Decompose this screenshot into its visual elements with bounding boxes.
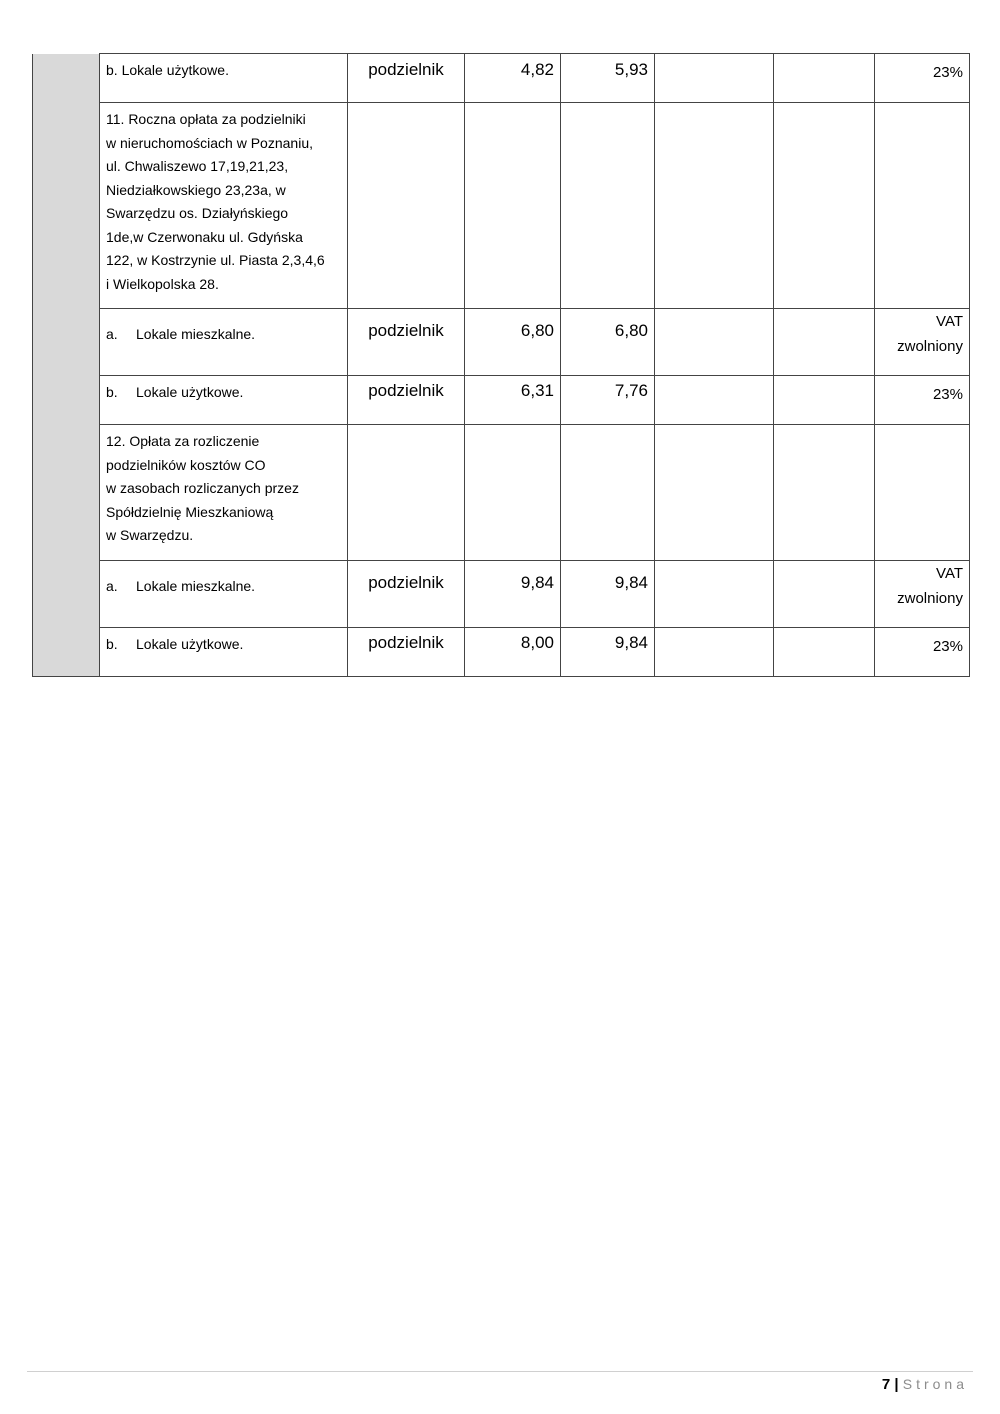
page-footer — [882, 1376, 968, 1393]
empty-cell — [348, 425, 465, 561]
empty-cell — [655, 376, 774, 425]
unit-cell: podzielnik — [348, 561, 465, 628]
row-label: Lokale mieszkalne. — [136, 326, 256, 342]
empty-cell — [875, 103, 970, 309]
empty-cell — [774, 103, 875, 309]
empty-cell — [465, 425, 561, 561]
desc-line: podzielników kosztów CO — [106, 456, 266, 473]
vat-label: VAT — [936, 565, 963, 582]
table-row — [33, 561, 970, 628]
table-row — [33, 54, 970, 103]
footer-divider — [27, 1371, 973, 1372]
empty-cell — [348, 103, 465, 309]
empty-cell — [655, 425, 774, 561]
row-description — [100, 561, 348, 628]
vat-status: zwolniony — [897, 590, 963, 607]
desc-line: Swarzędzu os. Działyńskiego — [106, 205, 289, 221]
desc-line: w Swarzędzu. — [106, 527, 194, 543]
vat-cell: 23% — [875, 376, 970, 425]
vat-cell: 23% — [875, 54, 970, 103]
desc-line: Spółdzielnię Mieszkaniową — [106, 503, 274, 520]
desc-line: i Wielkopolska 28. — [106, 275, 219, 292]
empty-cell — [465, 103, 561, 309]
section-description — [100, 425, 348, 561]
side-cell — [33, 54, 100, 677]
row-prefix: b. — [106, 636, 118, 652]
desc-line: 12. Opłata za rozliczenie — [106, 433, 260, 449]
empty-cell — [561, 425, 655, 561]
table-row — [33, 425, 970, 561]
desc-line: w nieruchomościach w Poznaniu, — [106, 134, 313, 151]
desc-line: Niedziałkowskiego 23,23a, w — [106, 181, 286, 198]
row-prefix: a. — [106, 326, 118, 342]
empty-cell — [561, 103, 655, 309]
unit-cell: podzielnik — [348, 309, 465, 376]
row-prefix: b. — [106, 384, 118, 400]
row-label: Lokale użytkowe. — [136, 384, 244, 400]
value-cell-2: 9,84 — [561, 561, 655, 628]
vat-cell: 23% — [875, 628, 970, 677]
value-cell-2: 7,76 — [561, 376, 655, 425]
row-description: b. Lokale użytkowe. — [100, 54, 348, 103]
empty-cell — [655, 103, 774, 309]
page-number: 7 — [881, 1376, 891, 1393]
row-description — [100, 376, 348, 425]
empty-cell — [774, 425, 875, 561]
value-cell-1: 9,84 — [465, 561, 561, 628]
table-row — [33, 309, 970, 376]
table-row — [33, 376, 970, 425]
empty-cell — [655, 309, 774, 376]
empty-cell — [655, 54, 774, 103]
empty-cell — [774, 376, 875, 425]
price-table — [32, 53, 970, 677]
table-row — [33, 628, 970, 677]
desc-line: 1de,w Czerwonaku ul. Gdyńska — [106, 228, 303, 245]
row-label: Lokale użytkowe. — [136, 636, 244, 652]
value-cell-1: 6,80 — [465, 309, 561, 376]
desc-line: 11. Roczna opłata za podzielniki — [106, 111, 306, 127]
unit-cell: podzielnik — [348, 54, 465, 103]
section-description — [100, 103, 348, 309]
vat-status: zwolniony — [897, 338, 963, 355]
footer-separator: | — [894, 1376, 899, 1393]
vat-cell — [875, 309, 970, 376]
value-cell-1: 6,31 — [465, 376, 561, 425]
value-cell-2: 5,93 — [561, 54, 655, 103]
desc-line: ul. Chwaliszewo 17,19,21,23, — [106, 158, 289, 174]
value-cell-1: 4,82 — [465, 54, 561, 103]
value-cell-2: 9,84 — [561, 628, 655, 677]
empty-cell — [655, 628, 774, 677]
value-cell-1: 8,00 — [465, 628, 561, 677]
empty-cell — [774, 561, 875, 628]
empty-cell — [655, 561, 774, 628]
empty-cell — [774, 54, 875, 103]
empty-cell — [774, 309, 875, 376]
vat-cell — [875, 561, 970, 628]
vat-label: VAT — [936, 313, 963, 330]
desc-line: w zasobach rozliczanych przez — [106, 480, 299, 496]
desc-line: 122, w Kostrzynie ul. Piasta 2,3,4,6 — [106, 252, 325, 268]
row-prefix: a. — [106, 578, 118, 594]
unit-cell: podzielnik — [348, 628, 465, 677]
unit-cell: podzielnik — [348, 376, 465, 425]
row-label: Lokale mieszkalne. — [136, 578, 256, 594]
row-description — [100, 309, 348, 376]
page-label: Strona — [902, 1376, 968, 1392]
value-cell-2: 6,80 — [561, 309, 655, 376]
empty-cell — [774, 628, 875, 677]
empty-cell — [875, 425, 970, 561]
row-description — [100, 628, 348, 677]
table-row — [33, 103, 970, 309]
